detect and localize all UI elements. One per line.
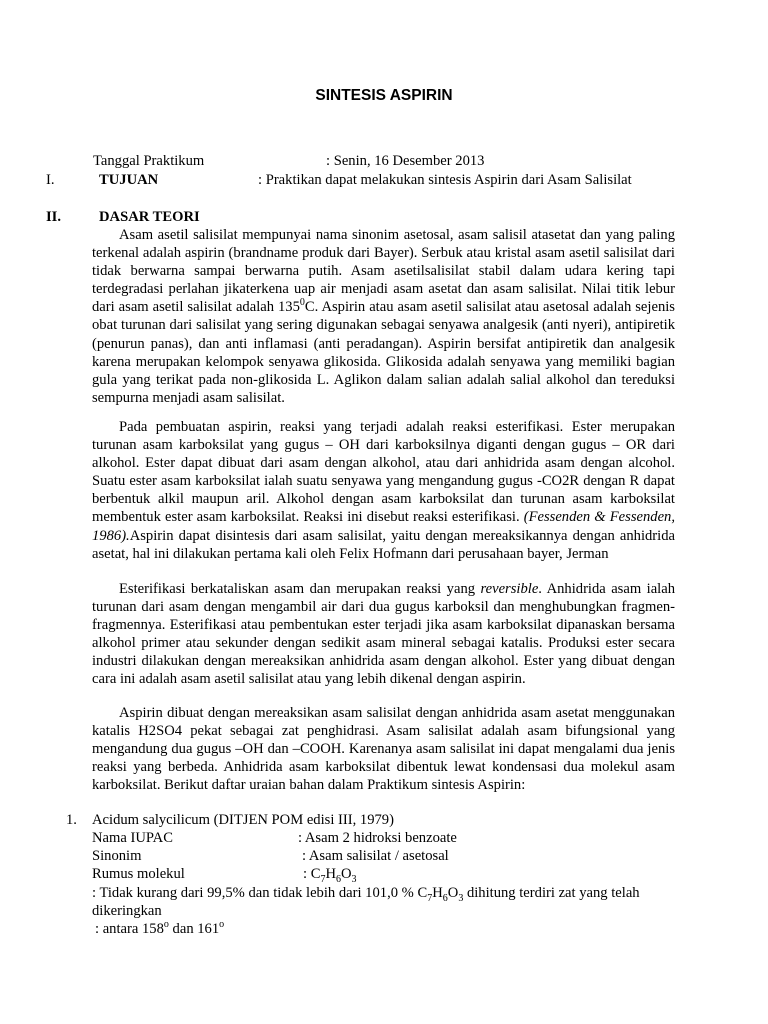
paragraph-1: Asam asetil salisilat mempunyai nama sinonim asetosal, asam salisil atasetat dan yang paling terkenal adalah aspirin (brandname produk dari Bayer). Serbuk atau kristal asam asetil salisilat dari tidak berwarna sampai berwarna putih. Asam asetilsalisilat stabil dalam udara kering tapi terdegradasi perlahan jikaterkena uap air menjadi asam asetat dan asam salisilat. Nilai titik lebur dari asam asetil salisilat adalah $135^0C$. Aspirin atau asam asetil salisilat atau asetosal adalah sejenis obat turunan dari salisilat yang sering digunakan sebagai senyawa analgesik (anti nyeri), antipiretik (penurun panas), dan anti inflamasi (anti peradangan). Aspirin bersifat antipiretik dan analgesik karena merupakan kelompok senyawa glikosida. Glikosida adalah senyawa yang memiliki bagian gula yang terikat pada non-glikosida L. Aglikon dalam salian adalah salial alkohol dan tereduksi sempurna menjadi asam salisilat. [92,227,675,406]
citation: (Fessenden & Fessenden, 1986). [92,509,675,544]
section-2-number: II. [46,209,62,225]
date-value: : Senin, 16 Desember 2013 [326,153,485,169]
page-title: SINTESIS ASPIRIN [315,87,453,104]
kadar-text-continued: dikeringkan [92,903,162,919]
paragraph-3: Esterifikasi berkataliskan asam dan merupakan reaksi yang reversible. Anhidrida asam ialah turunan dari asam dengan mengambil air dari dua gugus karboksil dan menghubungkan fragmen-fragmennya. Esterifikasi atau pembentukan ester terjadi jika asam karboksilat dipanaskan bersama alkohol primer atau sekunder dengan sedikit asam mineral sebagai katalis. Produksi ester secara industri dilakukan dengan mereaksikan anhidrida asam dengan alkohol. Ester yang dibuat dengan cara ini adalah asam asetil salisilat atau yang lebih dikenal dengan aspirin. [92,581,675,688]
rumus-value: : $C_7H_6O_3$ [303,866,357,885]
iupac-label: Nama IUPAC [92,830,173,846]
paragraph-4: Aspirin dibuat dengan mereaksikan asam salisilat dengan anhidrida asam asetat menggunakan katalis H2SO4 pekat sebagai zat penghidrasi. Asam salisilat adalah asam bifungsional yang mengandung dua gugus –OH dan –COOH. Karenanya asam salisilat ini dapat mengalami dua jenis reaksi yang berbeda. Anhidrida asam karboksilat dibentuk lewat kondensasi dua molekul asam karboksilat. Berikut daftar uraian bahan dalam Praktikum sintesis Aspirin: [92,705,675,794]
list-item-number: 1. [66,812,77,828]
list-item-title: Acidum salycilicum (DITJEN POM edisi III, 1979) [92,812,394,828]
section-1-title: TUJUAN [99,172,159,188]
kadar-text: : Tidak kurang dari 99,5% dan tidak lebih dari 101,0 % $C_7H_6O_3$ dihitung terdiri zat yang telah [92,885,640,904]
rumus-label: Rumus molekul [92,866,185,882]
section-1-text: : Praktikan dapat melakukan sintesis Aspirin dari Asam Salisilat [258,172,632,188]
sinonim-value: : Asam salisilat / asetosal [302,848,449,864]
section-1-number: I. [46,172,55,188]
titik-lebur-text: : antara 158$^o$ dan 161$^o$ [95,919,225,937]
iupac-value: : Asam 2 hidroksi benzoate [298,830,457,846]
section-2-title: DASAR TEORI [99,209,200,225]
date-label: Tanggal Praktikum [93,153,205,169]
paragraph-2: Pada pembuatan aspirin, reaksi yang terjadi adalah reaksi esterifikasi. Ester merupakan turunan asam karboksilat yang gugus – OH dari karboksilnya diganti dengan gugus – OR dari alkohol. Ester dapat dibuat dari asam dengan alkohol, atau dari anhidrida asam dengan alcohol. Suatu ester asam karboksilat ialah suatu senyawa yang mengandung gugus -CO2R dengan R dapat berbentuk alkil maupun aril. Alkohol dengan asam karboksilat dan turunan asam karboksilat membentuk ester asam karboksilat. Reaksi ini disebut reaksi esterifikasi. (Fessenden & Fessenden, 1986).Aspirin dapat disintesis dari asam salisilat, yaitu dengan mereaksikannya dengan anhidrida asetat, hal ini dilakukan pertama kali oleh Felix Hofmann dari perusahaan bayer, Jerman [92,419,675,562]
sinonim-label: Sinonim [92,848,142,864]
